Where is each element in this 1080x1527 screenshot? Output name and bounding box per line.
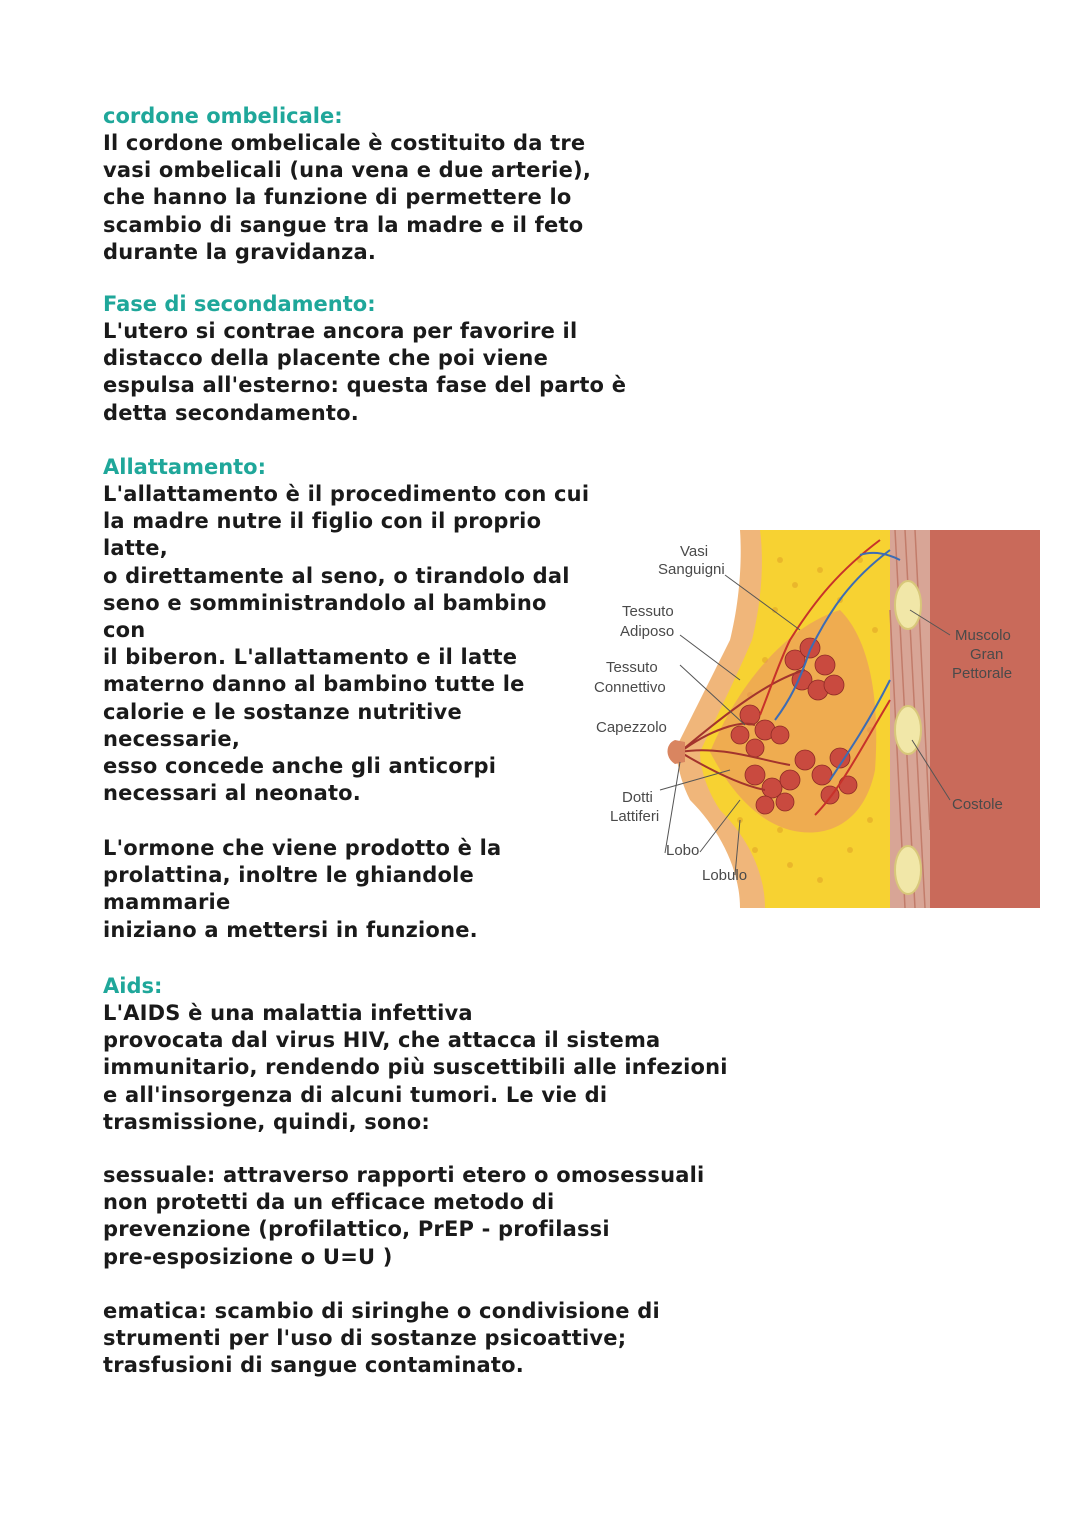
text-line: materno danno al bambino tutte le: [103, 672, 525, 697]
paragraph-ematica: [103, 1298, 660, 1380]
label-vasi-2: Sanguigni: [658, 561, 725, 578]
text-line: o direttamente al seno, o tirandolo dal: [103, 563, 570, 588]
nipple-shape: [668, 740, 686, 764]
paragraph-sessuale: [103, 1162, 704, 1271]
text-line: L'AIDS è una malattia infettiva: [103, 1001, 473, 1025]
text-line: distacco della placente che poi viene: [103, 346, 549, 371]
breast-anatomy-diagram: [590, 530, 1040, 908]
text-line: trasfusioni di sangue contaminato.: [103, 1353, 524, 1378]
text-line: pre-esposizione o U=U ): [103, 1244, 393, 1269]
label-adiposo-2: Adiposo: [620, 623, 675, 640]
text-line: espulsa all'esterno: questa fase del parto è: [103, 373, 627, 398]
text-line: la madre nutre il figlio con il proprio: [103, 509, 542, 534]
section-title: Aids:: [103, 974, 163, 998]
text-line: provocata dal virus HIV, che attacca il sistema: [103, 1028, 661, 1053]
label-lobo: Lobo: [666, 842, 700, 859]
section-cordone: [103, 103, 591, 266]
label-costole: Costole: [952, 796, 1003, 813]
text-line: latte,: [103, 536, 168, 561]
text-line: detta secondamento.: [103, 400, 359, 425]
label-connettivo-2: Connettivo: [594, 679, 666, 696]
text-line: ematica: scambio di siringhe o condivisione di: [103, 1299, 660, 1323]
paragraph-prolattina: [103, 835, 501, 944]
label-capezzolo: Capezzolo: [596, 719, 667, 736]
text-line: non protetti da un efficace metodo di: [103, 1190, 555, 1215]
section-secondamento: [103, 291, 626, 427]
text-line: seno e somministrandolo al bambino: [103, 590, 547, 615]
label-vasi-1: Vasi: [680, 543, 709, 560]
text-line: prevenzione (profilattico, PrEP - profilassi: [103, 1217, 610, 1242]
text-line: e all'insorgenza di alcuni tumori. Le vie di: [103, 1082, 608, 1107]
label-muscolo-3: Pettorale: [952, 665, 1013, 682]
label-dotti-1: Dotti: [622, 789, 653, 806]
text-line: L'allattamento è il procedimento con cui: [103, 482, 590, 506]
label-dotti-2: Lattiferi: [610, 808, 660, 825]
text-line: immunitario, rendendo più suscettibili alle infezioni: [103, 1055, 728, 1080]
text-line: esso concede anche gli anticorpi: [103, 754, 497, 779]
text-line: mammarie: [103, 890, 231, 915]
text-line: il biberon. L'allattamento e il latte: [103, 645, 518, 670]
text-line: che hanno la funzione di permettere lo: [103, 185, 572, 210]
label-adiposo-1: Tessuto: [622, 603, 674, 620]
label-lobulo: Lobulo: [702, 867, 748, 884]
text-line: trasmissione, quindi, sono:: [103, 1109, 431, 1134]
text-line: scambio di sangue tra la madre e il feto: [103, 212, 584, 237]
label-muscolo-1: Muscolo: [955, 627, 1011, 644]
text-line: Il cordone ombelicale è costituito da tre: [103, 131, 586, 155]
text-line: con: [103, 618, 146, 643]
text-line: sessuale: attraverso rapporti etero o omosessuali: [103, 1163, 705, 1187]
label-connettivo-1: Tessuto: [606, 659, 658, 676]
text-line: vasi ombelicali (una vena e due arterie),: [103, 158, 591, 183]
text-line: L'utero si contrae ancora per favorire il: [103, 319, 578, 343]
section-allattamento: [103, 454, 589, 807]
section-title: cordone ombelicale:: [103, 104, 343, 128]
text-line: strumenti per l'uso di sostanze psicoattive;: [103, 1326, 627, 1351]
text-line: calorie e le sostanze nutritive: [103, 699, 462, 724]
section-title: Allattamento:: [103, 455, 267, 479]
text-line: iniziano a mettersi in funzione.: [103, 917, 478, 942]
text-line: necessarie,: [103, 726, 241, 751]
section-title: Fase di secondamento:: [103, 292, 376, 316]
section-aids: [103, 973, 728, 1136]
label-muscolo-2: Gran: [970, 646, 1004, 663]
text-line: L'ormone che viene prodotto è la: [103, 836, 502, 860]
chest-wall: [930, 530, 1040, 908]
text-line: necessari al neonato.: [103, 781, 361, 806]
text-line: prolattina, inoltre le ghiandole: [103, 863, 474, 888]
text-line: durante la gravidanza.: [103, 239, 377, 264]
